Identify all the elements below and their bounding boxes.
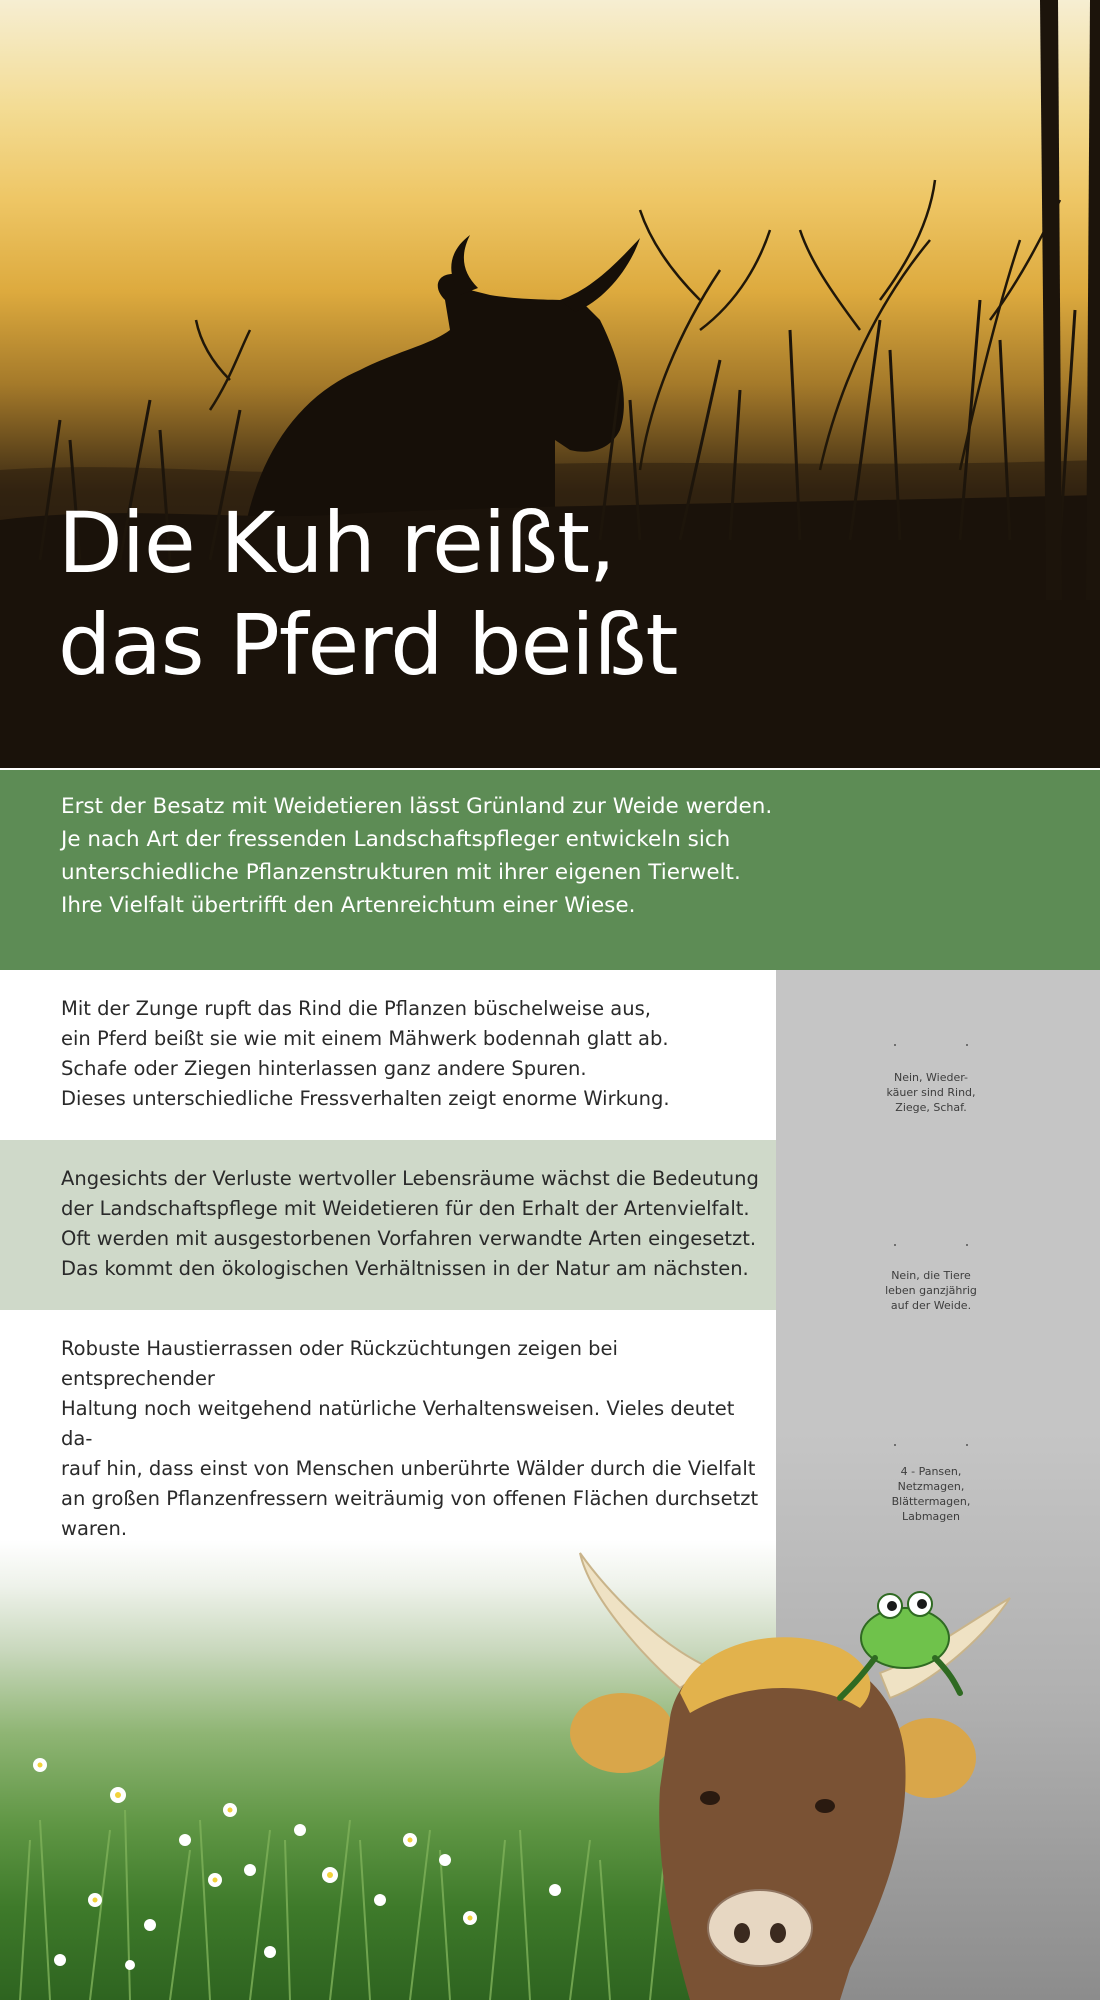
answer-3-markers (894, 1444, 968, 1452)
left-eye-icon (700, 1791, 720, 1805)
right-eye-icon (815, 1799, 835, 1813)
cow-frog-illustration (560, 1548, 1020, 2000)
hero-image (0, 0, 1100, 768)
text-block-grazing-body: Mit der Zunge rupft das Rind die Pflanzen büschelweise aus, ein Pferd beißt sie wie mit einem Mähwerk bodennah glatt ab. Schafe oder Ziegen hinterlassen ganz andere Spuren. Dieses unterschiedliche Fressverhalten zeigt enorme Wirkung. (61, 997, 670, 1110)
left-ear-icon (570, 1693, 674, 1773)
answer-2-markers (894, 1244, 968, 1252)
answer-1-markers (894, 1044, 968, 1052)
text-block-breeds (0, 1310, 776, 1540)
text-block-breeds-body: Robuste Haustierrassen oder Rückzüchtungen zeigen bei entsprechender Haltung noch weitgehend natürliche Verhaltensweisen. Vieles deutet da- rauf hin, dass einst von Menschen unberührte Wälder durch die Vielfalt an großen Pflanzenfressern weiträumig von offenen Flächen durchsetzt waren. (61, 1337, 759, 1540)
muzzle-icon (708, 1890, 812, 1966)
left-horn-icon (580, 1553, 710, 1688)
text-block-conservation-body: Angesichts der Verluste wertvoller Lebensräume wächst die Bedeutung der Landschaftspflege mit Weidetieren für den Erhalt der Artenvielfalt. Oft werden mit ausgestorbenen Vorfahren verwandte Arten eingesetzt. Das kommt den ökologischen Verhältnissen in der Natur am nächsten. (61, 1167, 759, 1280)
hero-title-line-2: das Pferd beißt (58, 596, 678, 694)
answer-ruminants: Nein, Wieder- käuer sind Rind, Ziege, Schaf. (886, 1071, 976, 1114)
intro-band (0, 770, 1100, 970)
text-block-conservation (0, 1140, 776, 1310)
answer-outdoor: Nein, die Tiere leben ganzjährig auf der Weide. (885, 1269, 977, 1312)
hero-title (58, 492, 677, 696)
intro-text: Erst der Besatz mit Weidetieren lässt Grünland zur Weide werden. Je nach Art der fressenden Landschaftspfleger entwickeln sich unterschiedliche Pflanzenstrukturen mit ihrer eigenen Tierwelt. Ihre Vielfalt übertrifft den Artenreichtum einer Wiese. (61, 794, 773, 918)
text-block-grazing (0, 970, 776, 1140)
answer-stomachs: 4 - Pansen, Netzmagen, Blättermagen, Labmagen (891, 1465, 971, 1523)
hero-title-line-1: Die Kuh reißt, (58, 494, 615, 592)
